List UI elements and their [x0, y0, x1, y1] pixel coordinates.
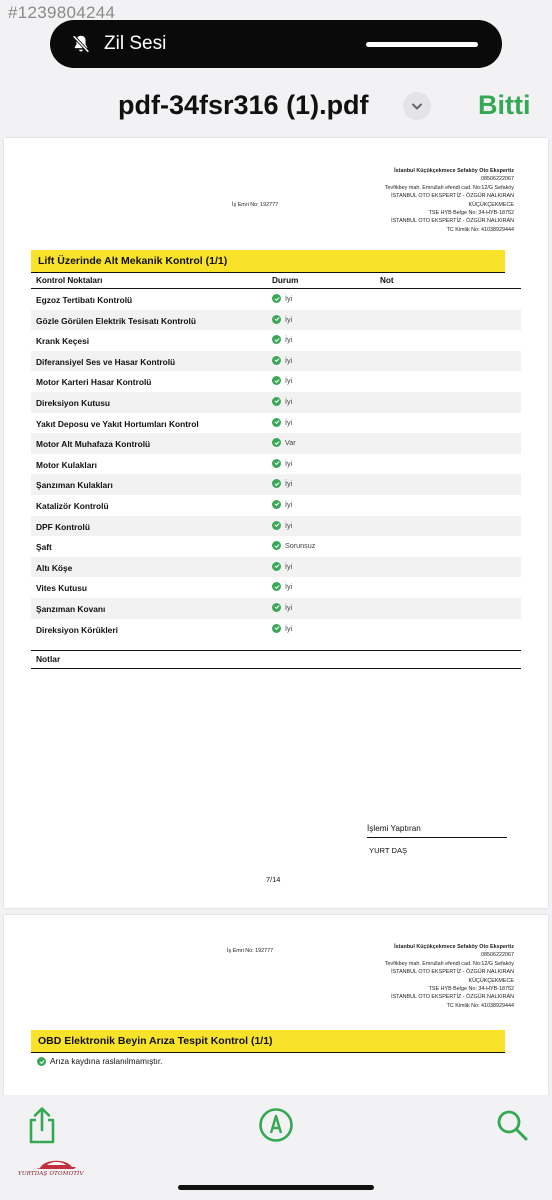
table-row	[31, 516, 521, 537]
notes-label: Notlar	[31, 650, 521, 669]
ringer-slider	[366, 42, 478, 47]
control-point-name: Motor Alt Muhafaza Kontrolü	[36, 439, 151, 450]
status-text: İyi	[285, 355, 293, 365]
status-text: İyi	[285, 417, 293, 427]
control-point-name: Gözle Görülen Elektrik Tesisatı Kontrolü	[36, 315, 196, 326]
status-text: İyi	[285, 602, 293, 612]
company-tse: TSE HYB Belge No: 34-HYB-18752	[428, 210, 514, 217]
status-text: Var	[285, 438, 296, 448]
section-title: OBD Elektronik Beyin Arıza Tespit Kontrol (1/1)	[31, 1030, 505, 1053]
table-row	[31, 351, 521, 372]
control-point-name: Katalizör Kontrolü	[36, 500, 109, 511]
navigation-bar	[0, 78, 552, 138]
table-row	[31, 310, 521, 331]
table-row	[31, 413, 521, 434]
control-point-name: Vites Kutusu	[36, 583, 88, 594]
title-menu-button[interactable]	[403, 92, 431, 120]
status-text: İyi	[285, 561, 293, 571]
check-icon	[272, 521, 281, 530]
status-text: İyi	[285, 623, 293, 633]
status-text: İyi	[285, 314, 293, 324]
column-header: Kontrol Noktaları	[36, 276, 103, 285]
ringer-notification	[50, 20, 502, 68]
logo-text: YURTDAŞ OTOMOTİV	[18, 1171, 84, 1177]
control-point-name: Direksiyon Körükleri	[36, 624, 118, 635]
table-row	[31, 619, 521, 640]
check-icon	[272, 315, 281, 324]
control-point-name: Yakıt Deposu ve Yakıt Hortumları Kontrol	[36, 418, 199, 429]
table-row	[31, 392, 521, 413]
status-text: İyi	[285, 479, 293, 489]
inspection-table	[31, 272, 521, 639]
check-icon	[272, 356, 281, 365]
check-icon	[272, 335, 281, 344]
check-icon	[272, 500, 281, 509]
markup-pen-icon	[258, 1107, 294, 1143]
check-icon	[37, 1057, 46, 1066]
section-title: Lift Üzerinde Alt Mekanik Kontrol (1/1)	[31, 250, 505, 273]
column-header: Not	[380, 276, 394, 285]
company-owner: İSTANBUL OTO EKSPERTİZ - ÖZGÜR NALKIRAN	[391, 969, 514, 976]
control-point-name: Egzoz Tertibatı Kontrolü	[36, 295, 133, 305]
status-cell	[272, 356, 292, 365]
table-body	[31, 289, 521, 639]
table-row	[31, 495, 521, 516]
status-cell	[272, 418, 292, 427]
chevron-down-icon	[410, 99, 424, 113]
obd-result-text: Arıza kaydına raslanılmamıştır.	[50, 1057, 163, 1066]
check-icon	[272, 603, 281, 612]
status-cell	[272, 438, 296, 447]
table-row	[31, 474, 521, 495]
company-owner-2: İSTANBUL OTO EKSPERTİZ - ÖZGÜR NALKIRAN	[391, 994, 514, 1001]
status-text: İyi	[285, 396, 293, 406]
status-text: İyi	[285, 520, 293, 530]
check-icon	[272, 438, 281, 447]
control-point-name: Şanzıman Kovanı	[36, 603, 106, 614]
control-point-name: Şanzıman Kulakları	[36, 480, 113, 491]
obd-result	[37, 1057, 162, 1066]
control-point-name: Şaft	[36, 542, 52, 553]
control-point-name: Diferansiyel Ses ve Hasar Kontrolü	[36, 356, 176, 367]
company-name: İstanbul Küçükçekmece Sefaköy Oto Ekspertiz	[394, 168, 514, 174]
table-row	[31, 577, 521, 598]
control-point-name: Altı Köşe	[36, 562, 73, 573]
order-number: İş Emri No: 192777	[227, 948, 274, 954]
dealer-logo	[14, 1156, 94, 1184]
company-address: Tevfikbey mah. Emrullah efendi cad. No:12/G Sefaköy	[384, 960, 514, 967]
company-district: KÜÇÜKÇEKMECE	[468, 977, 514, 984]
company-phone: 08506222067	[481, 952, 514, 959]
status-cell	[272, 624, 292, 633]
status-text: İyi	[285, 458, 293, 468]
done-button[interactable]: Bitti	[478, 90, 531, 120]
company-name: İstanbul Küçükçekmece Sefaköy Oto Ekspertiz	[394, 944, 514, 950]
status-cell	[272, 479, 292, 488]
status-cell	[272, 294, 292, 303]
check-icon	[272, 397, 281, 406]
search-button[interactable]	[492, 1105, 532, 1145]
control-point-name: Krank Keçesi	[36, 336, 90, 347]
order-number: İş Emri No: 192777	[232, 202, 279, 208]
status-text: İyi	[285, 335, 293, 345]
status-cell	[272, 376, 292, 385]
company-tc: TC Kimlik No: 41038929444	[446, 1002, 514, 1009]
bell-slash-icon	[70, 33, 92, 55]
table-row	[31, 598, 521, 619]
markup-button[interactable]	[256, 1105, 296, 1145]
check-icon	[272, 562, 281, 571]
home-indicator	[178, 1185, 374, 1190]
share-button[interactable]	[22, 1105, 62, 1145]
control-point-name: Motor Karteri Hasar Kontrolü	[36, 377, 152, 388]
company-owner: İSTANBUL OTO EKSPERTİZ - ÖZGÜR NALKIRAN	[391, 193, 514, 200]
status-cell	[272, 397, 292, 406]
table-row	[31, 330, 521, 351]
company-header	[354, 167, 514, 234]
table-row	[31, 454, 521, 475]
status-cell	[272, 500, 292, 509]
column-header: Durum	[272, 276, 299, 285]
status-text: Sorunsuz	[285, 541, 316, 551]
table-row	[31, 289, 521, 310]
status-cell	[272, 541, 315, 550]
company-header	[354, 943, 514, 1010]
status-cell	[272, 582, 292, 591]
bottom-toolbar	[0, 1095, 552, 1200]
check-icon	[272, 479, 281, 488]
company-owner-2: İSTANBUL OTO EKSPERTİZ - ÖZGÜR NALKIRAN	[391, 218, 514, 225]
check-icon	[272, 541, 281, 550]
table-row	[31, 433, 521, 454]
check-icon	[272, 294, 281, 303]
signature-line	[367, 837, 507, 838]
status-cell	[272, 335, 292, 344]
document-title[interactable]: pdf-34fsr316 (1).pdf	[118, 90, 369, 120]
table-row	[31, 536, 521, 557]
page-number: 7/14	[266, 875, 281, 884]
company-district: KÜÇÜKÇEKMECE	[468, 201, 514, 208]
company-phone: 08506222067	[481, 176, 514, 183]
status-cell	[272, 459, 292, 468]
search-icon	[495, 1108, 529, 1142]
check-icon	[272, 376, 281, 385]
pdf-page-7	[4, 138, 548, 908]
status-cell	[272, 603, 292, 612]
company-tse: TSE HYB Belge No: 34-HYB-18752	[428, 986, 514, 993]
control-point-name: Motor Kulakları	[36, 459, 97, 470]
watermark-id: #1239804244	[8, 3, 116, 22]
ringer-label: Zil Sesi	[104, 33, 167, 54]
status-cell	[272, 315, 292, 324]
signer-label: İşlemi Yaptıran	[367, 824, 421, 833]
share-icon	[24, 1105, 60, 1145]
table-row	[31, 557, 521, 578]
status-cell	[272, 562, 292, 571]
check-icon	[272, 418, 281, 427]
table-row	[31, 371, 521, 392]
table-header	[31, 272, 521, 289]
company-tc: TC Kimlik No: 41038929444	[446, 226, 514, 233]
status-text: İyi	[285, 294, 293, 303]
control-point-name: DPF Kontrolü	[36, 521, 90, 532]
status-text: İyi	[285, 376, 293, 386]
status-cell	[272, 521, 292, 530]
check-icon	[272, 624, 281, 633]
signer-name: YURT DAŞ	[369, 846, 408, 855]
pdf-page-8	[4, 915, 548, 1095]
check-icon	[272, 459, 281, 468]
control-point-name: Direksiyon Kutusu	[36, 397, 110, 408]
company-address: Tevfikbey mah. Emrullah efendi cad. No:12/G Sefaköy	[384, 184, 514, 191]
check-icon	[272, 582, 281, 591]
status-text: İyi	[285, 499, 293, 509]
status-text: İyi	[285, 582, 293, 592]
